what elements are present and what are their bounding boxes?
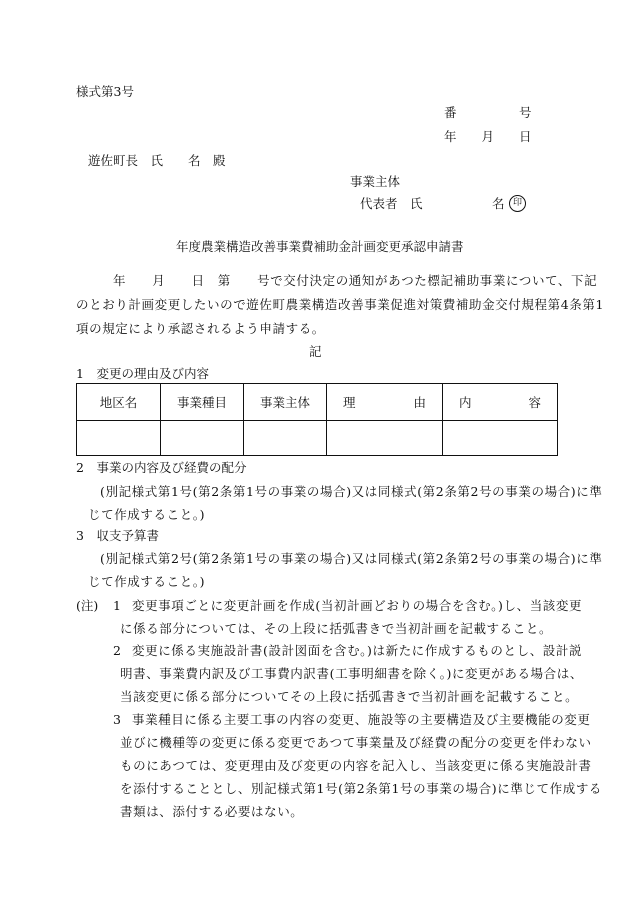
note-3-line-5: 書類は、添付する必要はない。 [120, 804, 304, 819]
section-3-title: 3 収支予算書 [76, 528, 159, 543]
col-reason: 理 由 [327, 384, 443, 421]
note-1-line-2: に係る部分については、その上段に括弧書きで当初計画を記載すること。 [120, 621, 553, 636]
cell-content[interactable] [443, 421, 558, 456]
change-table [76, 383, 558, 456]
representative-name-label: 名 [492, 196, 505, 211]
section-2-line-2: じて作成すること。) [88, 507, 206, 522]
date-label: 年 月 日 [444, 129, 532, 144]
body-line-2: のとおり計画変更したいので遊佐町農業構造改善事業促進対策費補助金交付規程第4条第1 [76, 297, 605, 312]
body-line-3: 項の規定により承認されるよう申請する。 [76, 321, 325, 336]
cell-reason[interactable] [327, 421, 443, 456]
col-business-entity: 事業主体 [244, 384, 327, 421]
body-line-1: 年 月 日 第 号で交付決定の通知があつた標記補助事業について、下記 [113, 273, 598, 288]
addressee: 遊佐町長 氏 名 殿 [88, 153, 226, 168]
cell-business-entity[interactable] [244, 421, 327, 456]
note-2-line-3: 当該変更に係る部分についてその上段に括弧書きで当初計画を記載すること。 [120, 689, 579, 704]
ki-heading: 記 [309, 344, 322, 359]
document-number-label: 番 号 [444, 105, 532, 120]
col-project-type: 事業種目 [161, 384, 244, 421]
note-2-line-1: 変更に係る実施設計書(設計図面を含む。)は新たに作成するものとし、設計説 [132, 643, 583, 658]
note-3-line-3: ものにあつては、変更理由及び変更の内容を記入し、当該変更に係る実施設計書 [120, 758, 592, 773]
note-2-line-2: 明書、事業費内訳及び工事費内訳書(工事明細書を除く。)に変更がある場合は、 [120, 666, 583, 681]
section-1-title: 1 変更の理由及び内容 [76, 366, 209, 381]
section-2-title: 2 事業の内容及び経費の配分 [76, 460, 247, 475]
table-row [77, 421, 558, 456]
seal-mark [509, 195, 526, 212]
cell-project-type[interactable] [161, 421, 244, 456]
note-2-number: 2 [113, 643, 121, 658]
table-header-row [77, 384, 558, 421]
notes-label: (注) [76, 598, 99, 613]
business-entity-label: 事業主体 [350, 174, 401, 189]
cell-district[interactable] [77, 421, 161, 456]
note-3-line-2: 並びに機種等の変更に係る変更であつて事業量及び経費の配分の変更を伴わない [120, 735, 592, 750]
form-number: 様式第3号 [76, 84, 134, 99]
section-3-line-2: じて作成すること。) [88, 574, 206, 589]
note-1-line-1: 変更事項ごとに変更計画を作成(当初計画どおりの場合を含む。)し、当該変更 [132, 598, 583, 613]
note-1-number: 1 [113, 598, 121, 613]
seal-text: 印 [509, 195, 526, 212]
section-3-line-1: (別記様式第2号(第2条第1号の事業の場合)又は同様式(第2条第2号の事業の場合)に準 [100, 551, 603, 566]
col-content: 内 容 [443, 384, 558, 421]
document-title: 年度農業構造改善事業費補助金計画変更承認申請書 [176, 239, 464, 254]
note-3-line-4: を添付することとし、別記様式第1号(第2条第1号の事業の場合)に準じて作成する [120, 781, 603, 796]
note-3-number: 3 [113, 712, 121, 727]
section-2-line-1: (別記様式第1号(第2条第1号の事業の場合)又は同様式(第2条第2号の事業の場合)に準 [100, 484, 603, 499]
col-district: 地区名 [77, 384, 161, 421]
note-3-line-1: 事業種目に係る主要工事の内容の変更、施設等の主要構造及び主要機能の変更 [132, 712, 591, 727]
representative-label: 代表者 氏 [360, 196, 423, 211]
